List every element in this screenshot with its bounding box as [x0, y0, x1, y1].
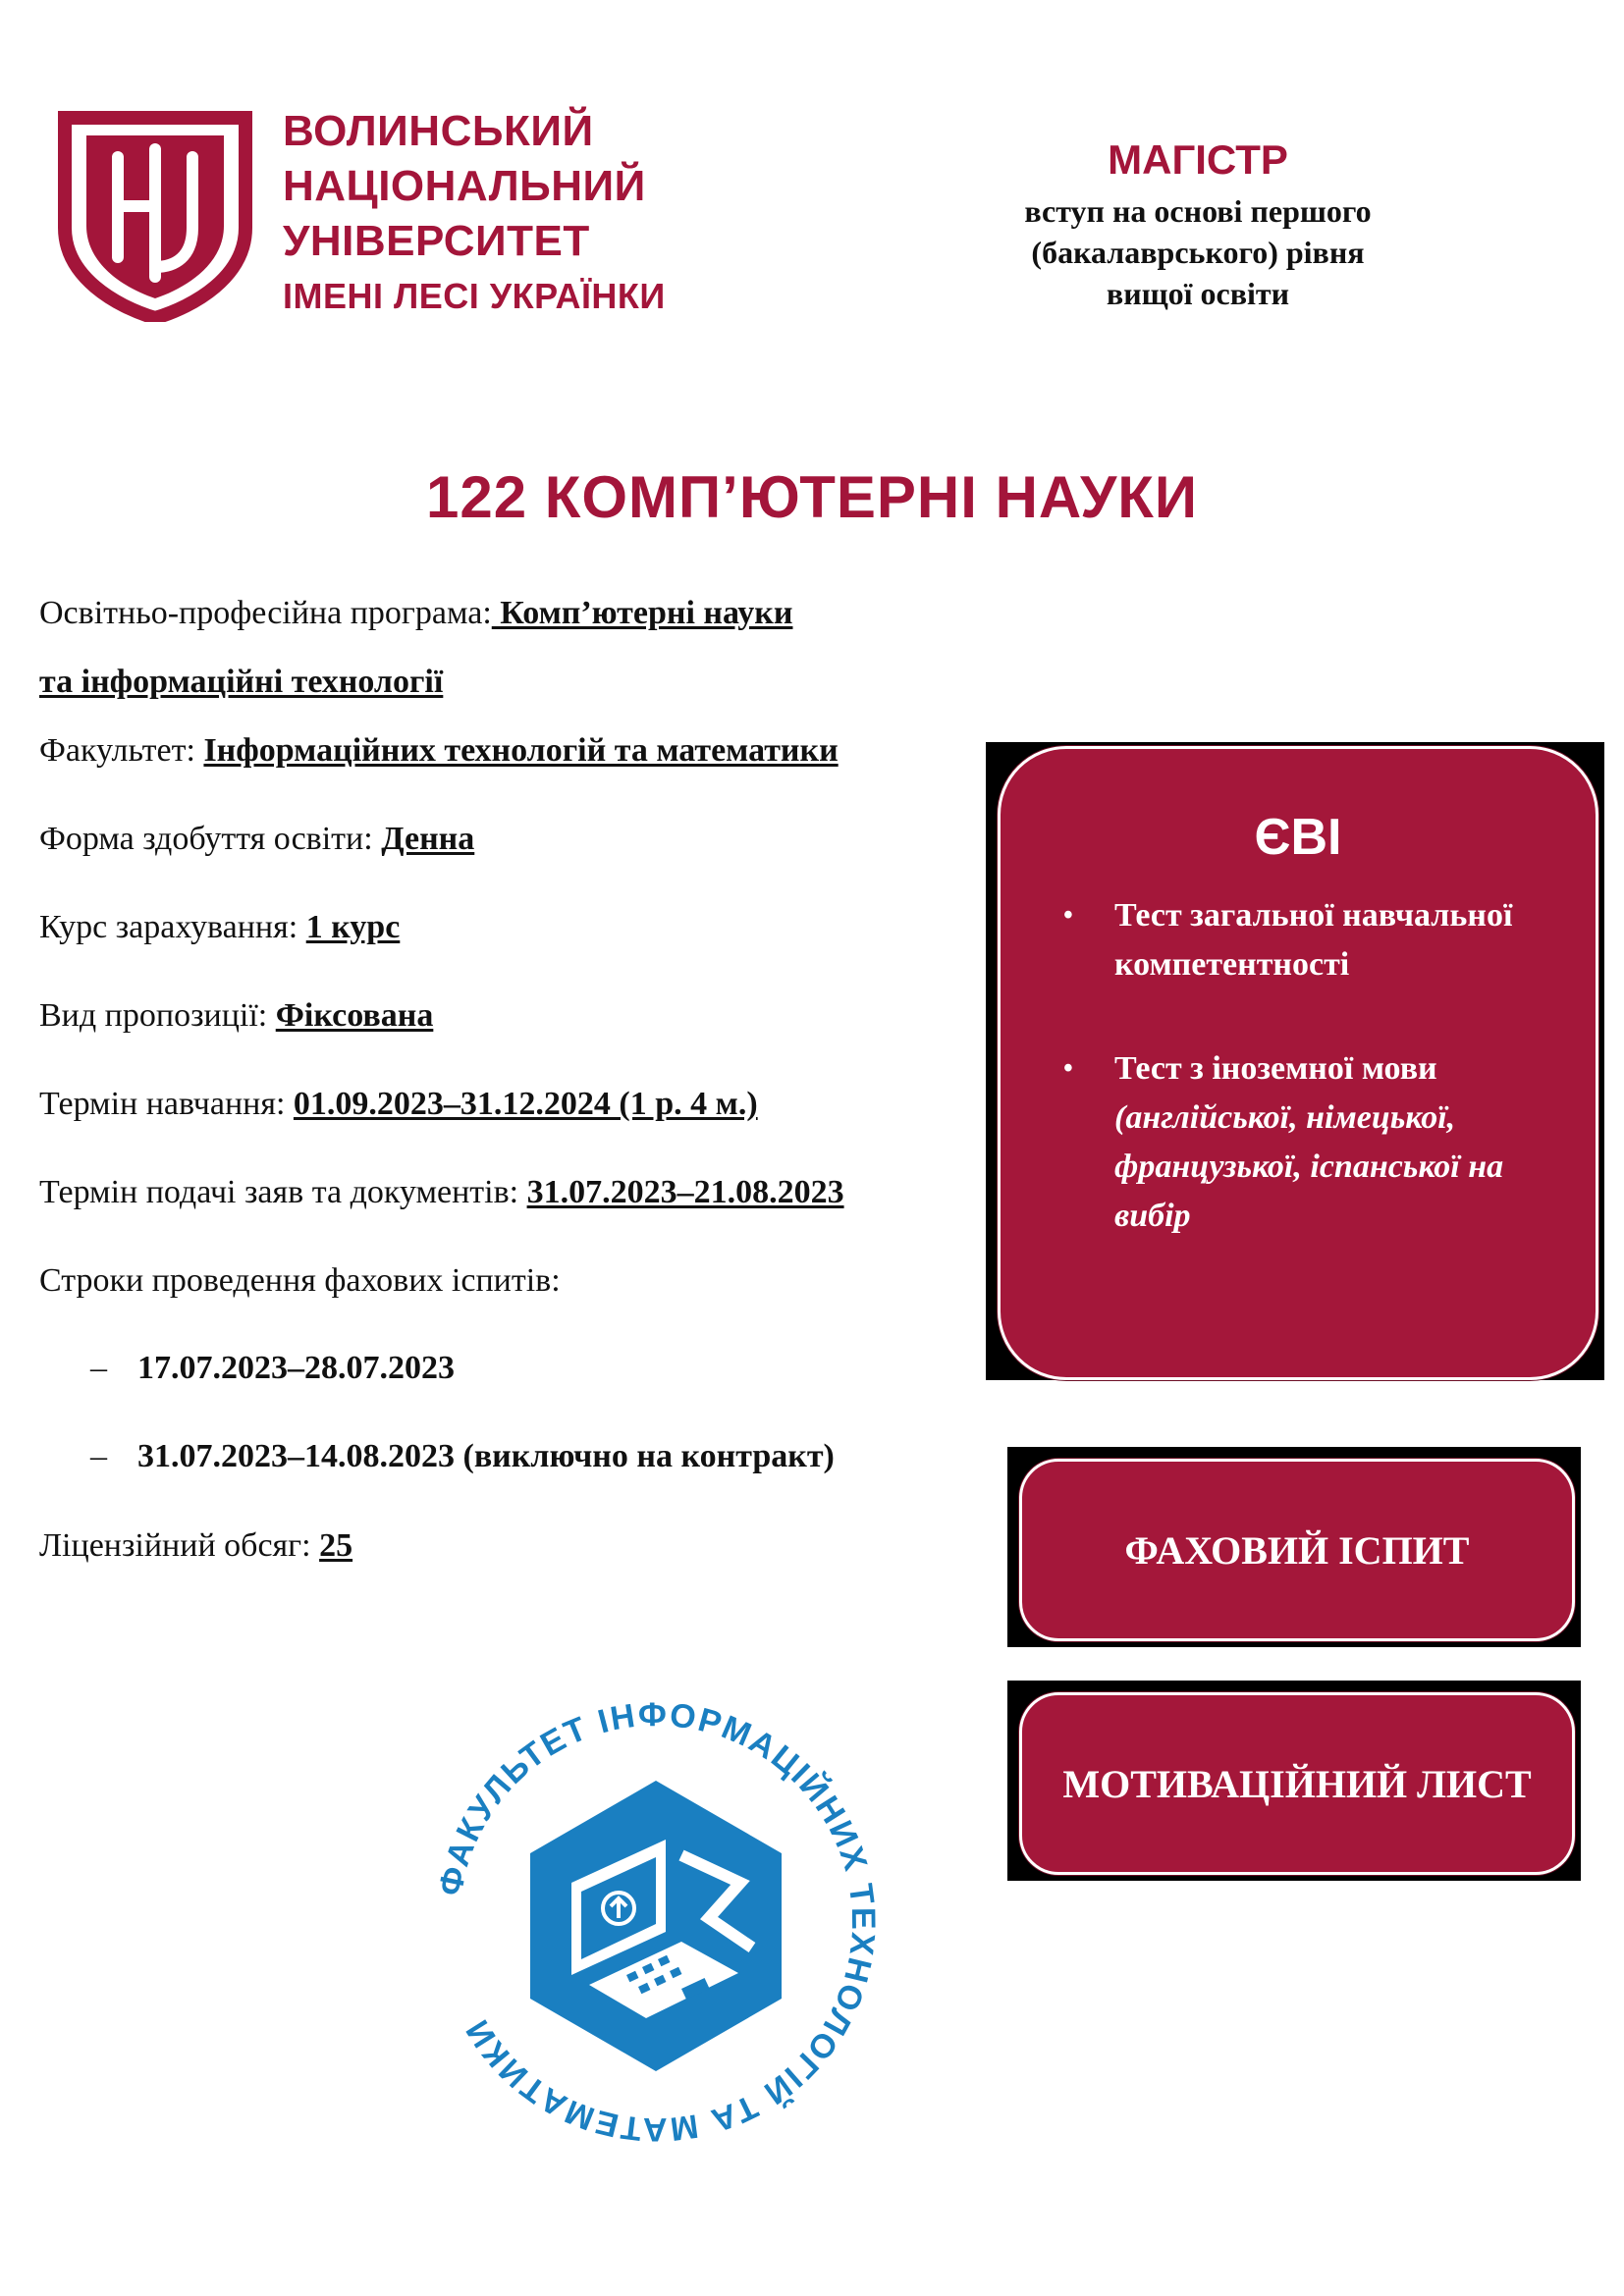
- study-term-line: [39, 1085, 758, 1125]
- exam-date-1: – 17.07.2023–28.07.2023: [90, 1350, 455, 1386]
- evi-item-2: [1059, 1044, 1550, 1241]
- evi-title: ЄВІ: [1254, 809, 1342, 866]
- form-value: Денна: [381, 821, 475, 857]
- evi-panel: [998, 746, 1598, 1380]
- motivation-letter-label: МОТИВАЦІЙНИЙ ЛИСТ: [1062, 1761, 1532, 1806]
- offer-label: Вид пропозиції:: [39, 997, 276, 1034]
- apply-term-line: [39, 1173, 844, 1213]
- university-name-line-2: НАЦІОНАЛЬНИЙ: [283, 162, 646, 210]
- form-line: [39, 820, 474, 860]
- program-title: 122 КОМП’ЮТЕРНІ НАУКИ: [425, 464, 1199, 530]
- license-label: Ліцензійний обсяг:: [39, 1527, 320, 1564]
- program-line-2: [39, 663, 443, 703]
- faculty-line: [39, 731, 839, 772]
- course-value: 1 курс: [305, 909, 401, 945]
- program-line: [39, 594, 792, 634]
- emblem-ring-text: ФАКУЛЬТЕТ ІНФОРМАЦІЙНИХ ТЕХНОЛОГІЙ ТА МАТЕМАТИКИ: [431, 1695, 883, 2149]
- offer-line: [39, 996, 433, 1037]
- evi-item-1: [1059, 891, 1550, 989]
- exam-date-2-value: 31.07.2023–14.08.2023 (виключно на контракт): [137, 1438, 835, 1474]
- apply-term-value: 31.07.2023–21.08.2023: [526, 1174, 844, 1210]
- form-label: Форма здобуття освіти:: [39, 821, 382, 857]
- program-label: Освітньо-професійна програма:: [39, 595, 492, 631]
- exams-label: Строки проведення фахових іспитів:: [39, 1262, 561, 1299]
- motivation-letter-button[interactable]: [1019, 1692, 1575, 1875]
- apply-term-label: Термін подачі заяв та документів:: [39, 1174, 527, 1210]
- university-name-line-1: ВОЛИНСЬКИЙ: [283, 107, 594, 155]
- offer-value: Фіксована: [275, 997, 434, 1034]
- university-name-line-3: УНІВЕРСИТЕТ: [283, 217, 590, 265]
- license-value: 25: [319, 1527, 353, 1564]
- study-term-value: 01.09.2023–31.12.2024 (1 р. 4 м.): [293, 1086, 758, 1122]
- degree-title: МАГІСТР: [1108, 136, 1288, 183]
- professional-exam-button[interactable]: [1019, 1459, 1575, 1641]
- evi-item-2-languages: (англійської, німецької, французької, іспанської на вибір: [1114, 1099, 1504, 1234]
- evi-list: [1059, 891, 1550, 1241]
- program-value-1: Комп’ютерні науки: [491, 595, 793, 631]
- program-value-2: та інформаційні технології: [39, 664, 444, 700]
- evi-item-1-text: Тест загальної навчальної компетентності: [1114, 897, 1513, 983]
- course-line: [39, 908, 400, 948]
- course-label: Курс зарахування:: [39, 909, 306, 945]
- exam-date-1-value: 17.07.2023–28.07.2023: [137, 1350, 455, 1386]
- bullet-icon: •: [1063, 900, 1073, 931]
- study-term-label: Термін навчання:: [39, 1086, 294, 1122]
- evi-item-2-text: Тест з іноземної мови: [1114, 1050, 1437, 1087]
- degree-subtitle-line-3: вищої освіти: [1106, 276, 1290, 312]
- faculty-value: Інформаційних технологій та математики: [203, 732, 839, 769]
- university-name-line-4: ІМЕНІ ЛЕСІ УКРАЇНКИ: [283, 276, 666, 316]
- faculty-emblem-icon: [424, 1690, 888, 2154]
- bullet-icon: •: [1063, 1053, 1073, 1084]
- university-logo-icon: [57, 110, 253, 322]
- degree-subtitle-line-1: вступ на основі першого: [1024, 193, 1372, 230]
- faculty-label: Факультет:: [39, 732, 204, 769]
- degree-subtitle-line-2: (бакалаврського) рівня: [1031, 235, 1365, 271]
- degree-block: [972, 137, 1424, 314]
- professional-exam-label: ФАХОВИЙ ІСПИТ: [1124, 1527, 1470, 1573]
- license-line: [39, 1526, 352, 1567]
- exam-date-2: – 31.07.2023–14.08.2023 (виключно на контракт): [90, 1438, 835, 1474]
